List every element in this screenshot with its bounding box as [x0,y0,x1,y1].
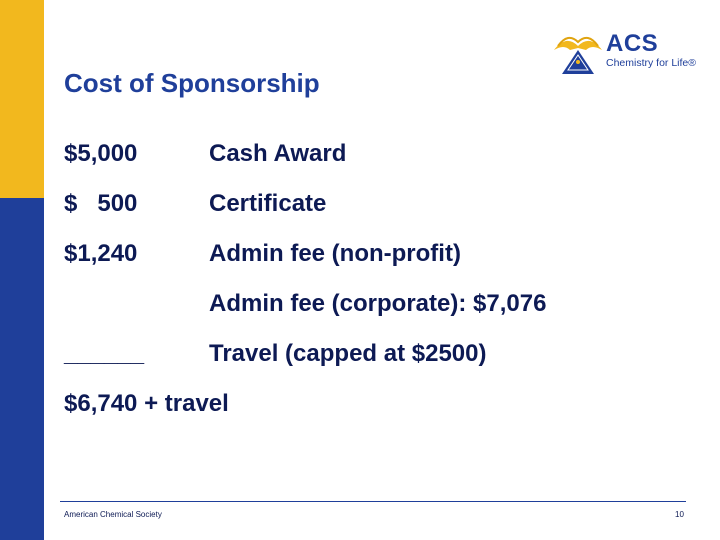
logo-wordmark: ACS [606,30,659,57]
total-cost: $6,740 + travel [64,390,229,417]
left-accent-bar [0,0,44,540]
footer-divider [60,501,686,502]
footer-page-number: 10 [675,510,684,519]
amount-certificate: $ 500 [64,190,138,217]
footer-organization: American Chemical Society [64,510,162,519]
acs-eagle-seal-icon [552,28,604,78]
label-admin-fee-nonprofit: Admin fee (non-profit) [209,240,461,267]
amount-admin-fee-nonprofit: $1,240 [64,240,138,267]
amount-cash-award: $5,000 [64,140,138,167]
label-travel: Travel (capped at $2500) [209,340,487,367]
amount-travel-underline: ______ [64,340,145,367]
acs-logo [552,28,697,78]
slide-title: Cost of Sponsorship [64,68,320,98]
label-certificate: Certificate [209,190,327,217]
logo-tagline: Chemistry for Life® [606,57,697,69]
label-cash-award: Cash Award [209,140,347,167]
label-admin-fee-corporate: Admin fee (corporate): $7,076 [209,290,547,317]
left-accent-gold-segment [0,0,44,198]
